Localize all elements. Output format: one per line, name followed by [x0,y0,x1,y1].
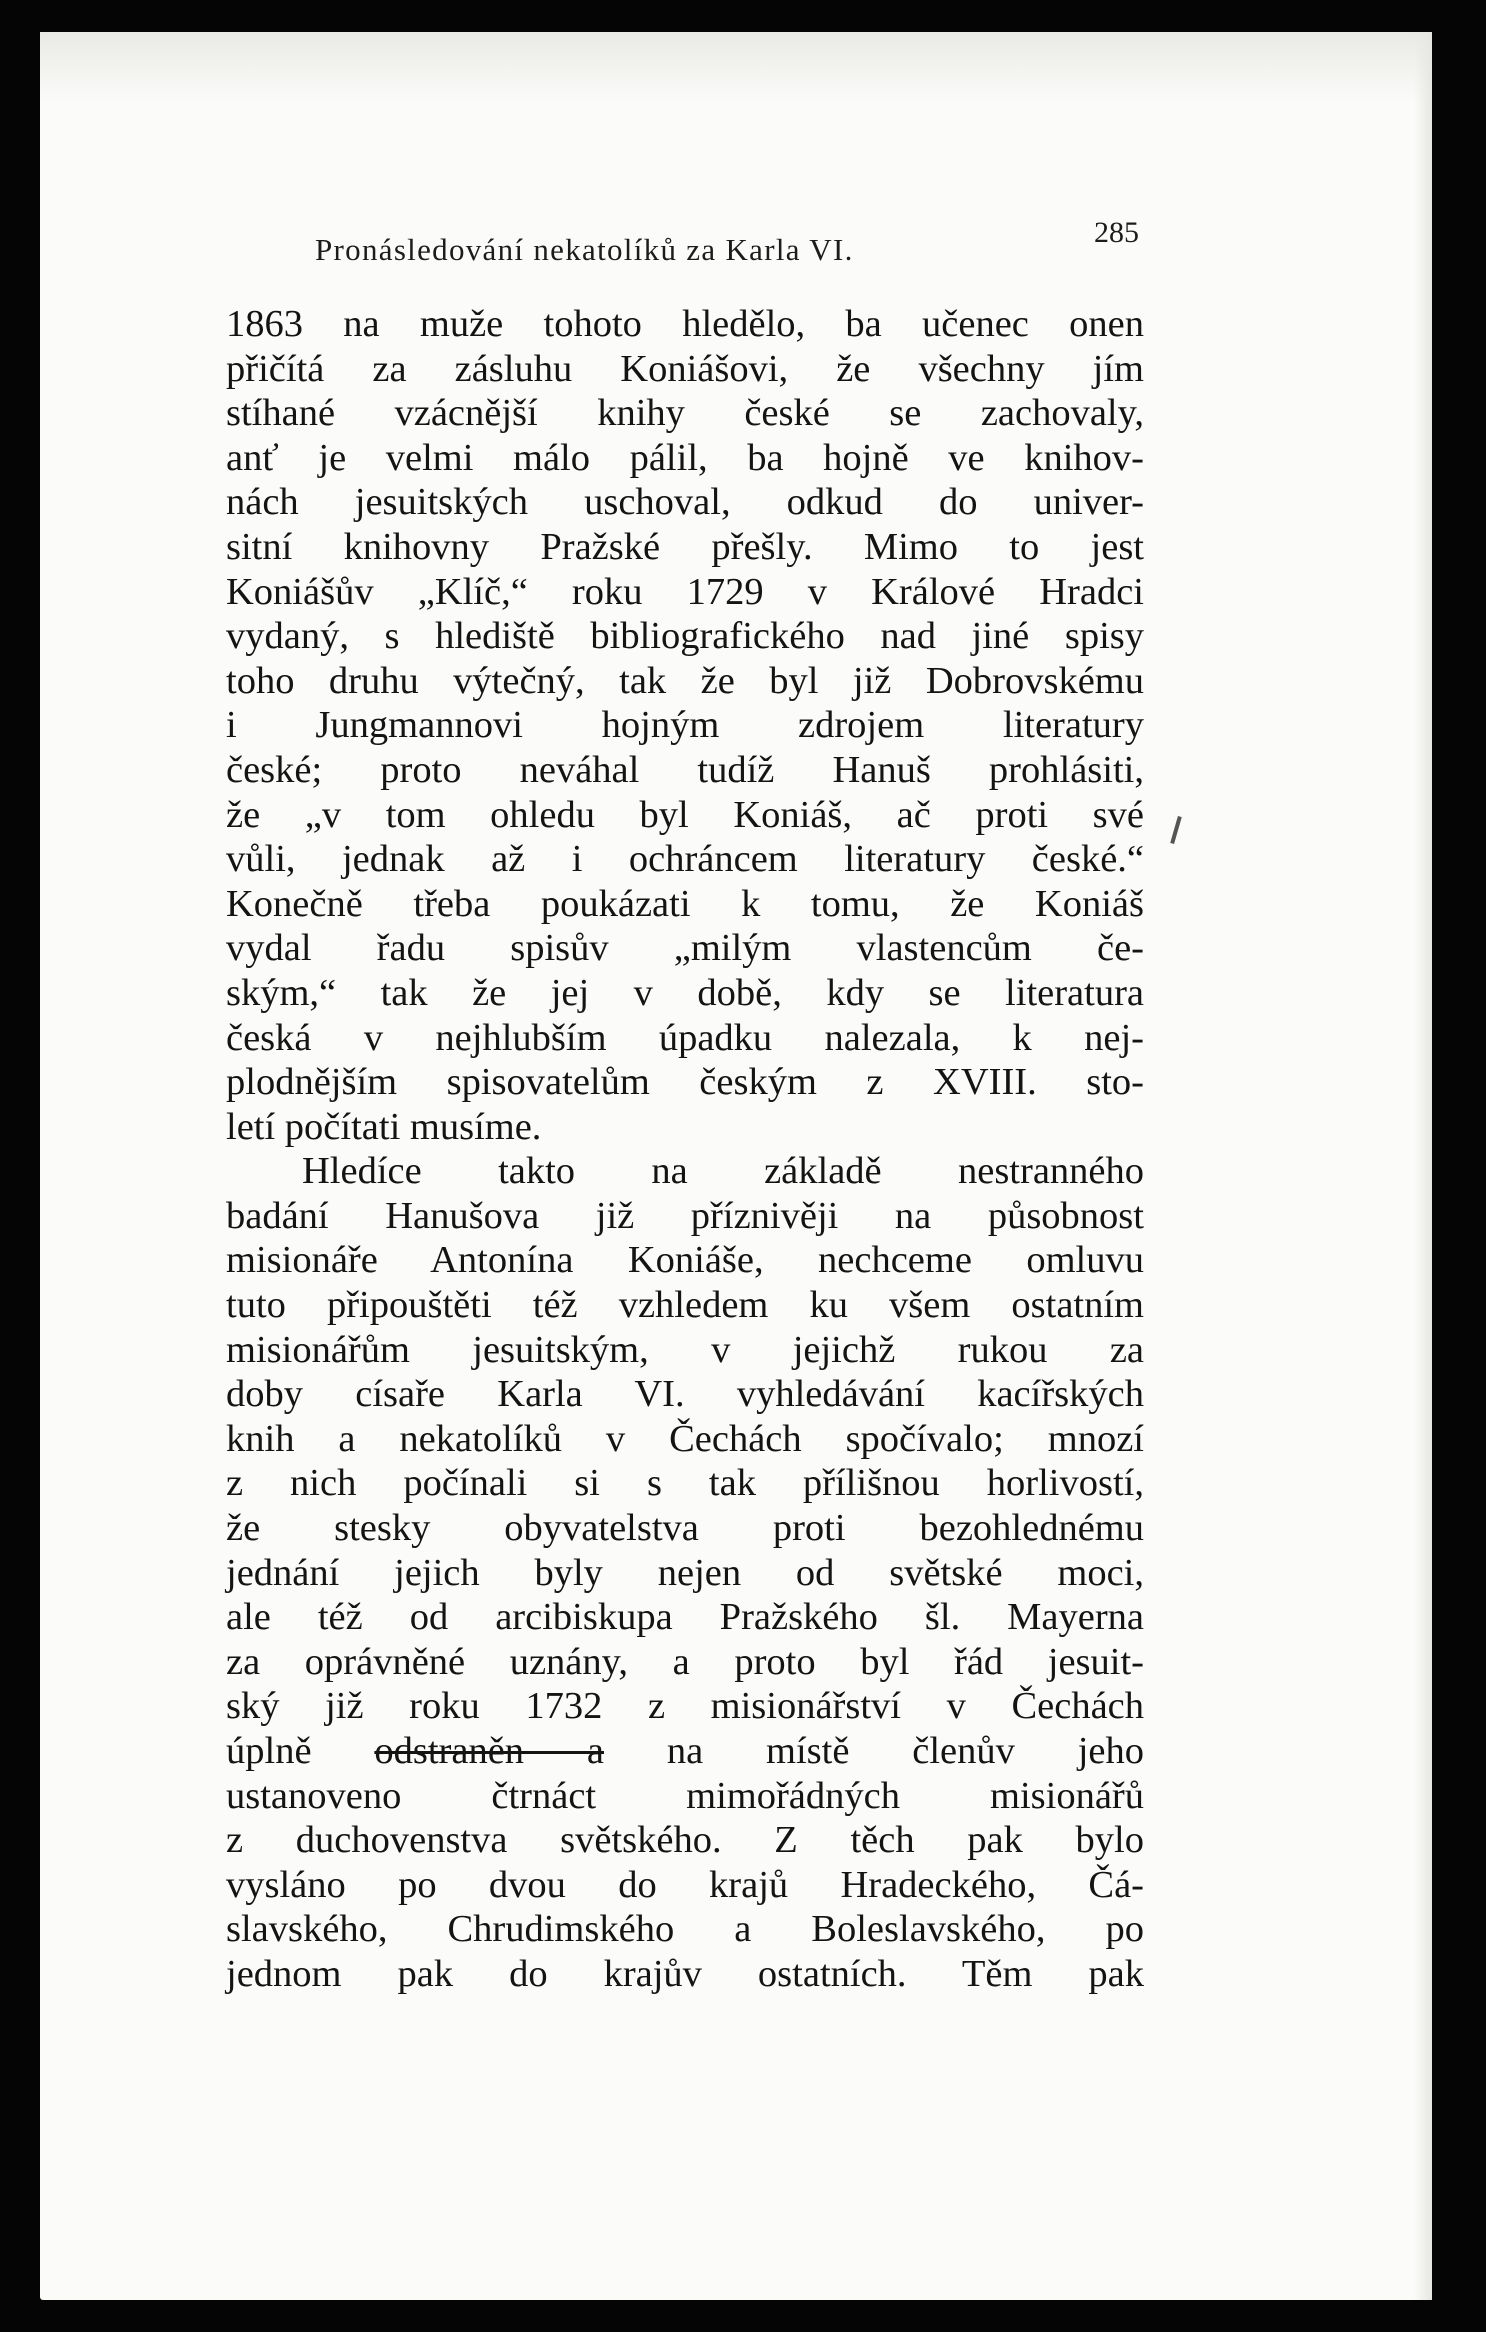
text-segment: úplně [226,1730,375,1772]
text-line: že „v tom ohledu byl Koniáš, ač proti své [226,793,1144,836]
text-line: české; proto neváhal tudíž Hanuš prohlásiti, [226,748,1144,791]
text-line: vůli, jednak až i ochráncem literatury české.“ [226,838,1144,881]
text-line-with-strikethrough [226,1729,1144,1774]
text-line: i Jungmannovi hojným zdrojem literatury [226,704,1144,747]
text-line: ský již roku 1732 z misionářství v Čechách [226,1685,1144,1728]
text-line: letí počítati musíme. [226,1105,542,1148]
page-top-shadow [40,32,1432,102]
text-line: z duchovenstva světského. Z těch pak bylo [226,1819,1144,1862]
text-segment: na místě členův jeho [603,1730,1144,1772]
text-line: vydal řadu spisův „milým vlastencům če- [226,927,1144,970]
text-line: nách jesuitských uschoval, odkud do univer- [226,481,1144,524]
page-right-edge [1414,32,1432,2300]
text-line: za oprávněné uznány, a proto byl řád jesuit- [226,1640,1144,1683]
text-line: jednom pak do krajův ostatních. Těm pak [226,1952,1144,1995]
text-line: tuto připouštěti též vzhledem ku všem ostatním [226,1284,1144,1327]
text-line: 1863 na muže tohoto hledělo, ba učenec onen [226,303,1144,345]
text-line: ale též od arcibiskupa Pražského šl. Mayerna [226,1596,1144,1639]
text-line: badání Hanušova již příznivěji na působnost [226,1194,1144,1237]
running-header [275,198,1155,274]
text-line: že stesky obyvatelstva proti bezohlednému [226,1507,1144,1550]
page-number: 285 [1094,216,1139,249]
text-line: Konečně třeba poukázati k tomu, že Koniáš [226,882,1144,925]
text-line: ustanoveno čtrnáct mimořádných misionářů [226,1774,1144,1817]
text-line: vysláno po dvou do krajů Hradeckého, Čá- [226,1863,1144,1906]
text-line: misionářům jesuitským, v jejichž rukou za [226,1328,1144,1371]
text-line: přičítá za zásluhu Koniášovi, že všechny jím [226,347,1144,390]
text-line: Koniášův „Klíč,“ roku 1729 v Králové Hradci [226,570,1144,613]
text-line: plodnějším spisovatelům českým z XVIII. sto- [226,1061,1144,1104]
running-title: Pronásledování nekatolíků za Karla VI. [315,232,854,267]
text-line: slavského, Chrudimského a Boleslavského, po [226,1908,1144,1951]
body-text [226,302,1144,1997]
text-line: knih a nekatolíků v Čechách spočívalo; mnozí [226,1417,1144,1460]
text-line: česká v nejhlubším úpadku nalezala, k nej- [226,1016,1144,1059]
text-line: z nich počínali si s tak přílišnou horlivostí, [226,1462,1144,1505]
text-line: doby císaře Karla VI. vyhledávání kacířských [226,1373,1144,1416]
text-line: anť je velmi málo pálil, ba hojně ve knihov- [226,436,1144,479]
text-line: stíhané vzácnější knihy české se zachovaly, [226,392,1144,435]
text-line: misionáře Antonína Koniáše, nechceme omluvu [226,1239,1144,1282]
text-line: vydaný, s hlediště bibliografického nad jiné spisy [226,615,1144,658]
text-line: ským,“ tak že jej v době, kdy se literatura [226,971,1144,1014]
text-line: sitní knihovny Pražské přešly. Mimo to jest [226,525,1144,568]
struck-text: odstraněn a [374,1730,604,1772]
text-line: jednání jejich byly nejen od světské moci, [226,1551,1144,1594]
text-line: toho druhu výtečný, tak že byl již Dobrovskému [226,659,1144,702]
paragraph-start-line: Hledíce takto na základě nestranného [302,1150,1144,1193]
